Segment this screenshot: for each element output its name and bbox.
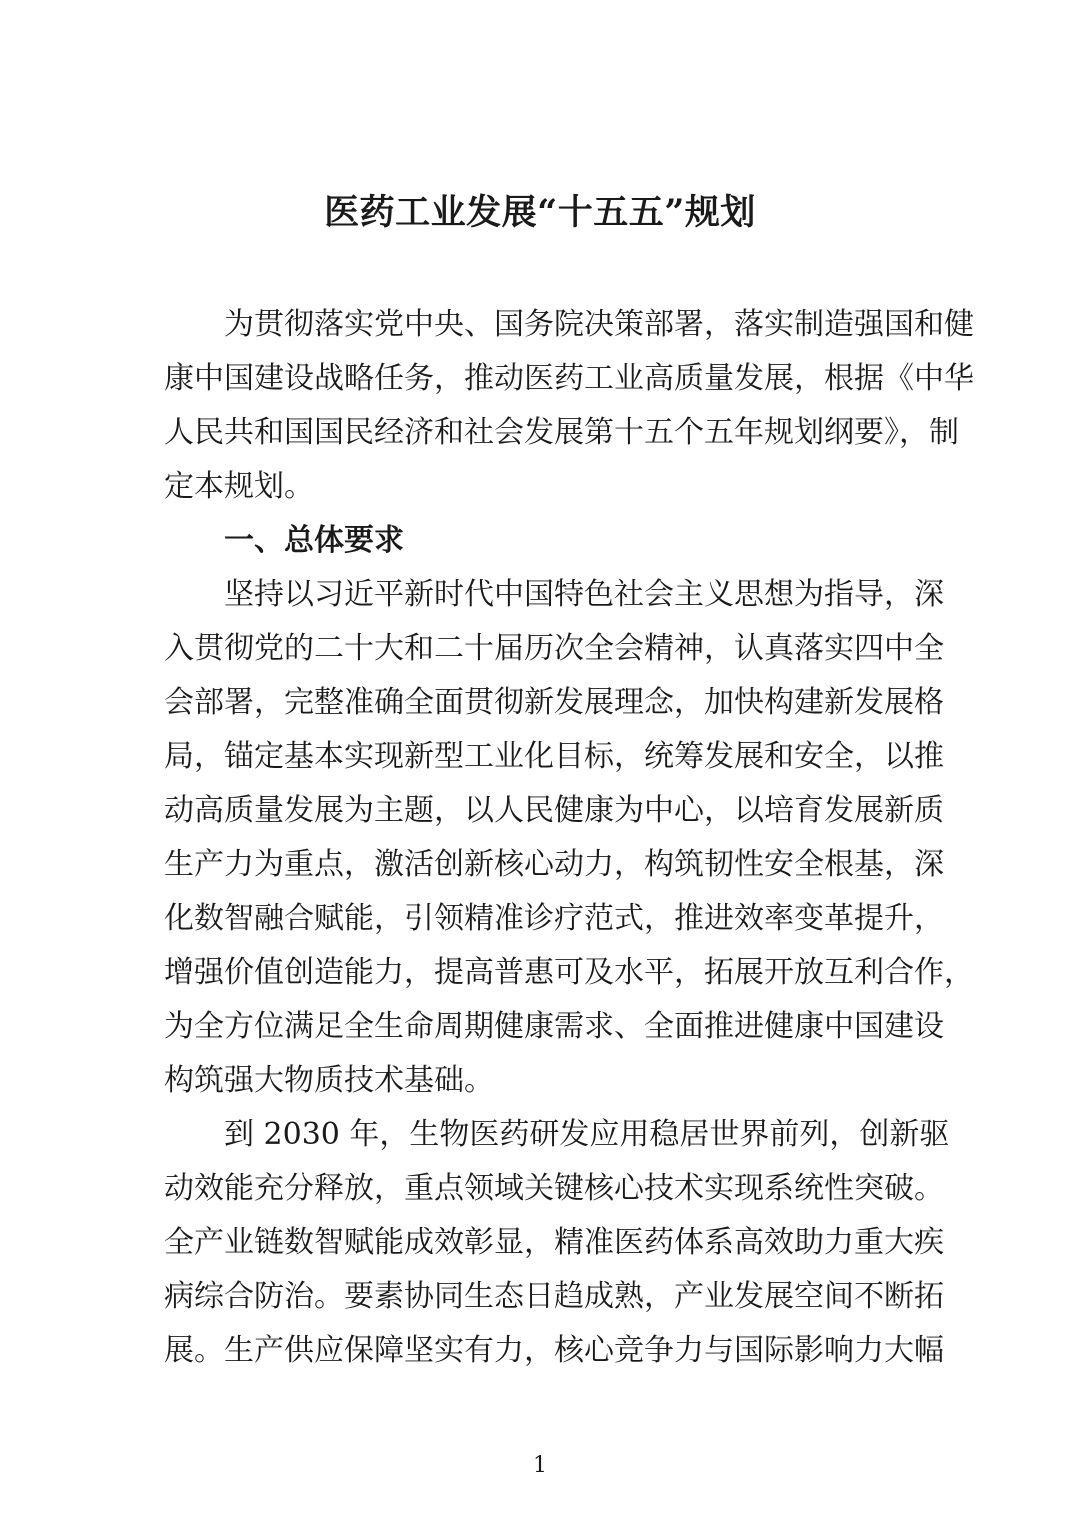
text-line: 康中国建设战略任务，推动医药工业高质量发展，根据《中华 (164, 361, 974, 396)
text-line: 会部署，完整准确全面贯彻新发展理念，加快构建新发展格 (164, 685, 944, 720)
text-line: 坚持以习近平新时代中国特色社会主义思想为指导，深 (224, 577, 944, 612)
text-line: 人民共和国国民经济和社会发展第十五个五年规划纲要》，制 (164, 415, 959, 450)
text-line: 构筑强大物质技术基础。 (164, 1063, 494, 1098)
document-title: 医药工业发展“十五五”规划 (324, 192, 756, 233)
section-heading: 一、总体要求 (224, 523, 404, 558)
text-line: 为全方位满足全生命周期健康需求、全面推进健康中国建设 (164, 1009, 944, 1044)
text-line: 增强价值创造能力，提高普惠可及水平，拓展开放互利合作， (164, 955, 974, 990)
text-line: 动效能充分释放，重点领域关键核心技术实现系统性突破。 (164, 1171, 944, 1206)
text-line: 局，锚定基本实现新型工业化目标，统筹发展和安全，以推 (164, 739, 944, 774)
text-line: 定本规划。 (164, 469, 314, 504)
page-number: 1 (533, 1453, 547, 1478)
text-line: 到 2030 年，生物医药研发应用稳居世界前列，创新驱 (224, 1117, 950, 1152)
text-line: 全产业链数智赋能成效彰显，精准医药体系高效助力重大疾 (164, 1225, 944, 1260)
text-line: 入贯彻党的二十大和二十届历次全会精神，认真落实四中全 (164, 631, 944, 666)
text-line: 展。生产供应保障坚实有力，核心竞争力与国际影响力大幅 (164, 1333, 944, 1368)
text-line: 动高质量发展为主题，以人民健康为中心，以培育发展新质 (164, 793, 944, 828)
text-line: 化数智融合赋能，引领精准诊疗范式，推进效率变革提升， (164, 901, 944, 936)
text-line: 生产力为重点，激活创新核心动力，构筑韧性安全根基，深 (164, 847, 944, 882)
text-line: 为贯彻落实党中央、国务院决策部署，落实制造强国和健 (224, 307, 974, 342)
text-line: 病综合防治。要素协同生态日趋成熟，产业发展空间不断拓 (164, 1279, 944, 1314)
